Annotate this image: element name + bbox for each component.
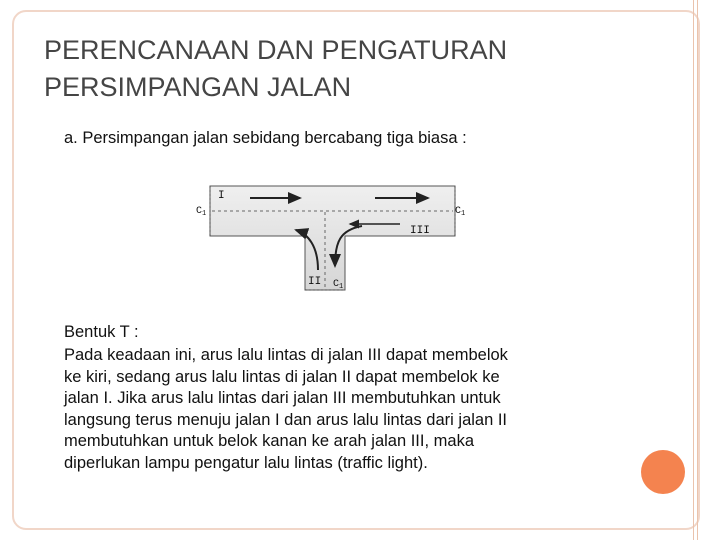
road-surface [210, 186, 455, 290]
body-paragraph: Pada keadaan ini, arus lalu lintas di jalan III dapat membelok ke kiri, sedang arus lalu lintas di jalan II dapat membelok ke jalan I. Jika arus lalu lintas dari jalan III membutuhkan untuk langsung terus menuju jalan I dan arus lalu lintas dari jalan II membutuhkan untuk belok kanan ke arah jalan III, maka diperlukan lampu pengatur lalu lintas (traffic light). [64, 346, 508, 472]
label-c-right: C [455, 206, 462, 217]
t-intersection-diagram [190, 178, 480, 298]
label-road-2: II [308, 276, 322, 288]
label-road-3: III [410, 225, 430, 237]
right-rule-inner [697, 0, 698, 540]
label-c-bottom-sub: 1 [339, 283, 344, 291]
label-c-left-sub: 1 [202, 210, 207, 218]
label-c-bottom: C [333, 279, 340, 290]
slide-title: PERENCANAAN DAN PENGATURAN PERSIMPANGAN JALAN [44, 35, 508, 102]
section-heading: Bentuk T : [64, 323, 139, 341]
label-c-left: C [196, 206, 203, 217]
accent-circle [641, 450, 685, 494]
label-c-right-sub: 1 [461, 210, 466, 218]
label-road-1: I [218, 190, 225, 202]
right-rule-outer [693, 0, 694, 540]
slide-subtitle: a. Persimpangan jalan sebidang bercabang tiga biasa : [64, 129, 467, 147]
